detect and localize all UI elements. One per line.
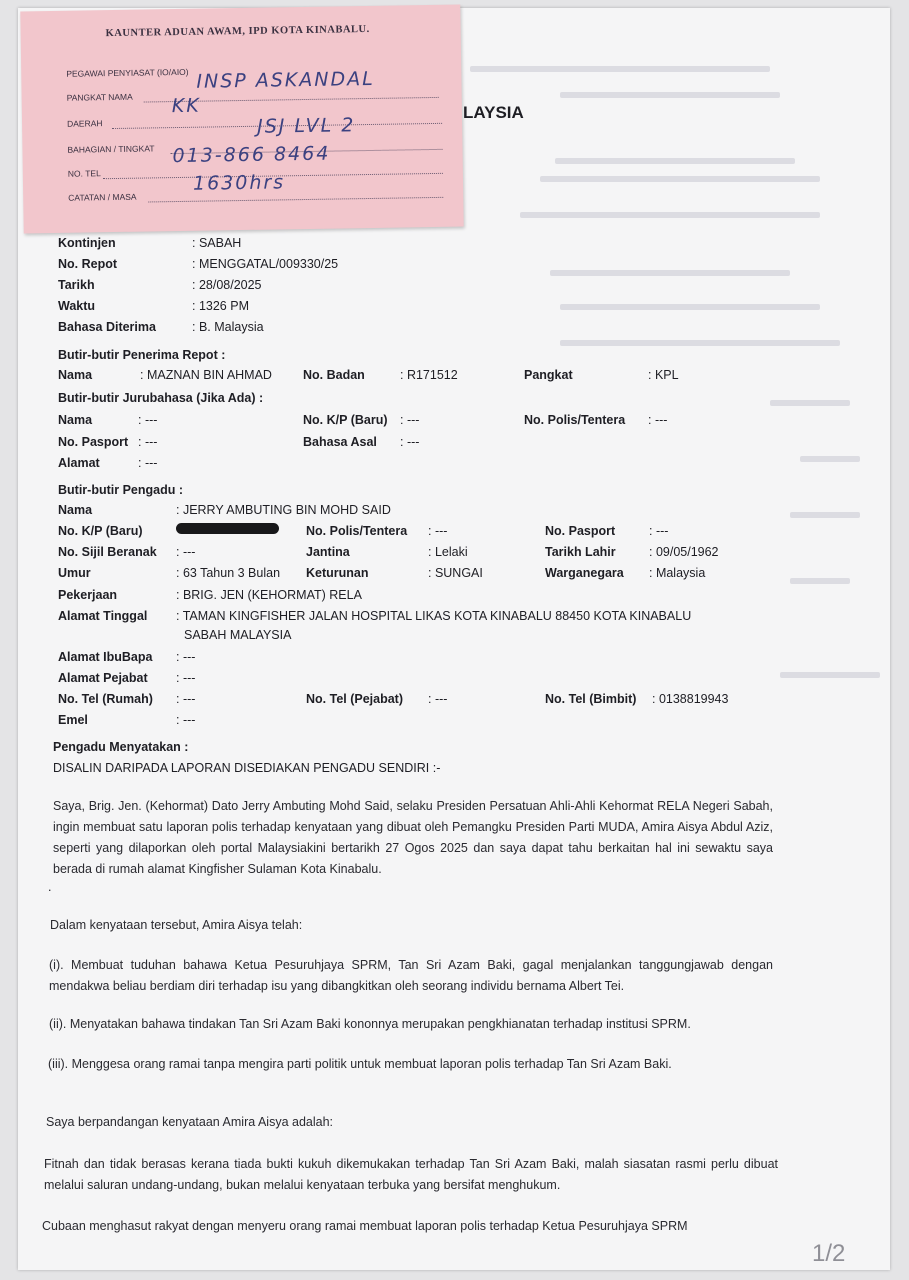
value-pengadu-polis: : --- <box>428 524 448 538</box>
statement-heading: Pengadu Menyatakan : <box>53 740 189 754</box>
statement-point-iii: (iii). Menggesa orang ramai tanpa mengira parti politik untuk membuat laporan polis terhadap Tan Sri Azam Baki. <box>48 1057 672 1071</box>
label-pangkat: Pangkat <box>524 368 573 382</box>
label-jantina: Jantina <box>306 545 350 559</box>
label-no-badan: No. Badan <box>303 368 365 382</box>
counter-slip <box>20 5 463 234</box>
label-bahasa: Bahasa Diterima <box>58 320 156 334</box>
label-tarikh: Tarikh <box>58 278 95 292</box>
value-pengadu-pasport: : --- <box>649 524 669 538</box>
slip-title: KAUNTER ADUAN AWAM, IPD KOTA KINABALU. <box>105 23 370 40</box>
label-juru-bahasa: Bahasa Asal <box>303 435 377 449</box>
redaction-bar <box>176 523 279 534</box>
value-umur: : 63 Tahun 3 Bulan <box>176 566 281 580</box>
label-tel-rumah: No. Tel (Rumah) <box>58 692 153 706</box>
value-jantina: : Lelaki <box>428 545 468 559</box>
slip-value-catatan: 1630hrs <box>192 171 286 195</box>
value-juru-pasport: : --- <box>138 435 158 449</box>
label-juru-alamat: Alamat <box>58 456 100 470</box>
slip-label-daerah: DAERAH <box>66 118 103 129</box>
label-tel-bimbit: No. Tel (Bimbit) <box>545 692 637 706</box>
label-pengadu-pasport: No. Pasport <box>545 524 616 538</box>
label-sijil-beranak: No. Sijil Beranak <box>58 545 157 559</box>
value-warganegara: : Malaysia <box>649 566 706 580</box>
label-waktu: Waktu <box>58 299 96 313</box>
value-pengadu-nama: : JERRY AMBUTING BIN MOHD SAID <box>176 503 391 517</box>
value-alamat-ibubapa: : --- <box>176 650 196 664</box>
value-tel-pejabat: : --- <box>428 692 448 706</box>
statement-paragraph-1: Saya, Brig. Jen. (Kehormat) Dato Jerry Ambuting Mohd Said, selaku Presiden Persatuan Ahli-Ahli Kehormat RELA Negeri Sabah, ingin membuat satu laporan polis terhadap kenyataan yang dibuat oleh Pemangku Presiden Parti MUDA, Amira Aisya Abdul Aziz, seperti yang dilaporkan oleh portal Malaysiakini bertarikh 27 Ogos 2025 dan saya dapat tahu berkaitan hal ini sewaktu saya berada di rumah alamat Kingfisher Sulaman Kota Kinabalu. <box>53 799 773 876</box>
value-tarikh-lahir: : 09/05/1962 <box>649 545 719 559</box>
label-tarikh-lahir: Tarikh Lahir <box>545 545 616 559</box>
value-juru-bahasa: : --- <box>400 435 420 449</box>
slip-label-pegawai: PEGAWAI PENYIASAT (IO/AIO) <box>66 66 189 79</box>
value-no-badan: : R171512 <box>400 368 458 382</box>
slip-label-bahagian: BAHAGIAN / TINGKAT <box>67 143 155 155</box>
value-waktu: : 1326 PM <box>192 299 249 313</box>
value-kontinjen: : SABAH <box>192 236 242 250</box>
value-juru-alamat: : --- <box>138 456 158 470</box>
slip-label-catatan: CATATAN / MASA <box>68 191 137 203</box>
label-alamat-ibubapa: Alamat IbuBapa <box>58 650 153 664</box>
page-heading-fragment: LAYSIA <box>463 103 524 122</box>
statement-paragraph-2: Dalam kenyataan tersebut, Amira Aisya telah: <box>50 918 303 932</box>
statement-point-ii: (ii). Menyatakan bahawa tindakan Tan Sri Azam Baki kononnya merupakan pengkhianatan terhadap institusi SPRM. <box>49 1017 691 1031</box>
value-juru-kp: : --- <box>400 413 420 427</box>
label-kontinjen: Kontinjen <box>58 236 116 250</box>
statement-copied-note: DISALIN DARIPADA LAPORAN DISEDIAKAN PENGADU SENDIRI :- <box>53 761 441 775</box>
value-penerima-nama: : MAZNAN BIN AHMAD <box>140 368 272 382</box>
value-tarikh: : 28/08/2025 <box>192 278 262 292</box>
value-pekerjaan: : BRIG. JEN (KEHORMAT) RELA <box>176 588 362 602</box>
statement-point-i: (i). Membuat tuduhan bahawa Ketua Pesuruhjaya SPRM, Tan Sri Azam Baki, gagal menjalankan tanggungjawab dengan mendakwa beliau berdiam diri terhadap isu yang dibangkitkan oleh seorang individu bernama Albert Tei. <box>49 958 773 993</box>
value-tel-rumah: : --- <box>176 692 196 706</box>
label-juru-polis: No. Polis/Tentera <box>524 413 626 427</box>
slip-value-bahagian: JSJ LVL 2 <box>256 114 356 138</box>
label-juru-pasport: No. Pasport <box>58 435 129 449</box>
label-emel: Emel <box>58 713 88 727</box>
section-jurubahasa: Butir-butir Jurubahasa (Jika Ada) : <box>58 391 264 405</box>
label-alamat-pejabat: Alamat Pejabat <box>58 671 148 685</box>
label-juru-kp: No. K/P (Baru) <box>303 413 388 427</box>
statement-paragraph-5: Cubaan menghasut rakyat dengan menyeru orang ramai membuat laporan polis terhadap Ketua Pesuruhjaya SPRM <box>42 1219 688 1233</box>
value-alamat-tinggal-1: : TAMAN KINGFISHER JALAN HOSPITAL LIKAS KOTA KINABALU 88450 KOTA KINABALU <box>176 609 692 623</box>
statement-dot: . <box>48 880 52 894</box>
slip-value-pangkat: INSP ASKANDAL <box>196 67 375 93</box>
value-emel: : --- <box>176 713 196 727</box>
slip-value-tel: 013-866 8464 <box>172 142 331 168</box>
label-no-repot: No. Repot <box>58 257 118 271</box>
slip-label-tel: NO. TEL <box>67 168 101 179</box>
label-keturunan: Keturunan <box>306 566 369 580</box>
value-tel-bimbit: : 0138819943 <box>652 692 729 706</box>
value-no-repot: : MENGGATAL/009330/25 <box>192 257 339 271</box>
label-juru-nama: Nama <box>58 413 93 427</box>
label-pengadu-kp: No. K/P (Baru) <box>58 524 143 538</box>
label-pekerjaan: Pekerjaan <box>58 588 118 602</box>
section-penerima: Butir-butir Penerima Repot : <box>58 348 226 362</box>
value-alamat-pejabat: : --- <box>176 671 196 685</box>
slip-label-pangkat: PANGKAT NAMA <box>66 91 133 103</box>
label-alamat-tinggal: Alamat Tinggal <box>58 609 148 623</box>
label-umur: Umur <box>58 566 91 580</box>
value-keturunan: : SUNGAI <box>428 566 483 580</box>
label-pengadu-polis: No. Polis/Tentera <box>306 524 408 538</box>
section-pengadu: Butir-butir Pengadu : <box>58 483 183 497</box>
statement-paragraph-3: Saya berpandangan kenyataan Amira Aisya adalah: <box>46 1115 334 1129</box>
value-juru-polis: : --- <box>648 413 668 427</box>
label-tel-pejabat: No. Tel (Pejabat) <box>306 692 404 706</box>
value-sijil-beranak: : --- <box>176 545 196 559</box>
value-alamat-tinggal-2: SABAH MALAYSIA <box>184 628 292 642</box>
label-warganegara: Warganegara <box>545 566 624 580</box>
page-number: 1/2 <box>812 1240 846 1267</box>
label-pengadu-nama: Nama <box>58 503 93 517</box>
value-pangkat: : KPL <box>648 368 679 382</box>
value-juru-nama: : --- <box>138 413 158 427</box>
slip-value-daerah: KK <box>171 94 201 118</box>
statement-paragraph-4: Fitnah dan tidak berasas kerana tiada bukti kukuh dikemukakan terhadap Tan Sri Azam Baki, malah siasatan rasmi perlu dibuat melalui saluran undang-undang, bukan melalui kenyataan terbuka yang bersifat menghukum. <box>44 1157 778 1192</box>
value-bahasa: : B. Malaysia <box>192 320 264 334</box>
label-penerima-nama: Nama <box>58 368 93 382</box>
